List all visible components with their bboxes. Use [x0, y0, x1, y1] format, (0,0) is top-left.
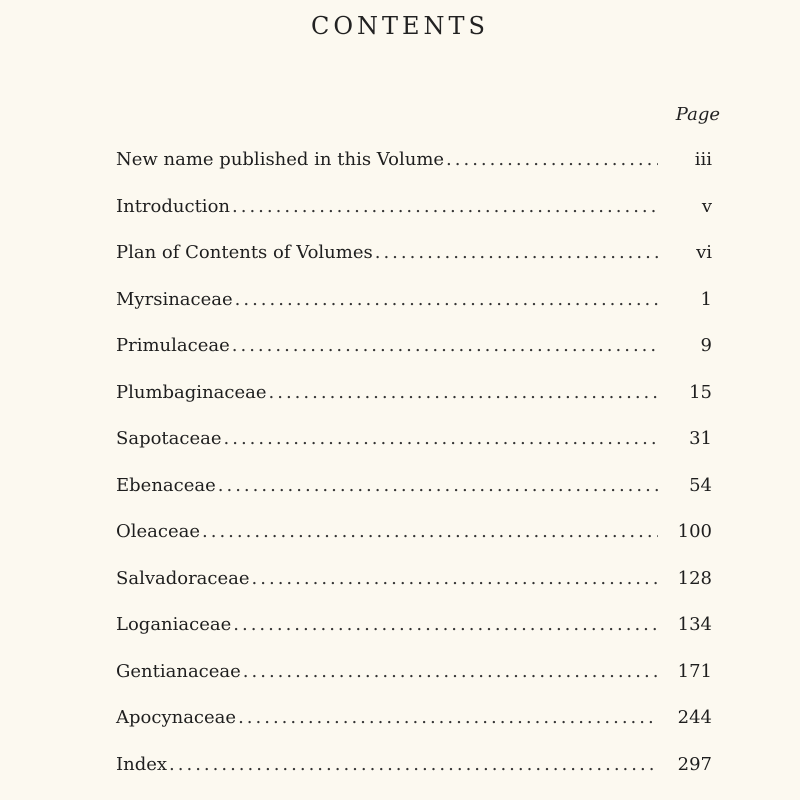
table-of-contents: [116, 146, 712, 797]
dot-leader: [446, 146, 658, 174]
toc-entry-page: iii: [694, 149, 712, 170]
page-column-label: Page: [675, 104, 720, 125]
toc-entry-label: New name published in this Volume: [116, 149, 445, 170]
toc-entry-page: 15: [689, 381, 712, 403]
toc-entry-page: 297: [677, 753, 712, 775]
toc-entry-new-name: [116, 146, 712, 193]
toc-entry-page: vi: [696, 242, 712, 263]
dot-leader: [224, 425, 658, 453]
contents-heading: CONTENTS: [310, 12, 489, 40]
toc-entry-salvadoraceae: [116, 565, 712, 612]
dot-leader: [269, 379, 658, 407]
toc-entry-page: 134: [677, 614, 712, 635]
toc-entry-introduction: [116, 193, 712, 240]
toc-entry-page: 1: [700, 288, 712, 310]
toc-entry-label: Oleaceae: [116, 521, 201, 542]
dot-leader: [252, 565, 658, 593]
toc-entry-label: Loganiaceae: [116, 614, 232, 635]
toc-entry-page: 31: [689, 428, 712, 449]
toc-entry-label: Primulaceae: [116, 335, 230, 356]
toc-entry-label: Sapotaceae: [116, 428, 222, 449]
toc-entry-primulaceae: [116, 332, 712, 379]
toc-entry-page: 100: [677, 521, 712, 542]
toc-entry-page: 128: [677, 567, 712, 589]
toc-entry-label: Salvadoraceae: [116, 567, 250, 589]
toc-entry-apocynaceae: [116, 704, 712, 751]
toc-entry-page: 171: [677, 660, 712, 682]
dot-leader: [169, 751, 658, 779]
toc-entry-label: Introduction: [116, 195, 230, 217]
toc-entry-label: Ebenaceae: [116, 474, 216, 496]
toc-entry-label: Plan of Contents of Volumes: [116, 242, 373, 263]
toc-entry-label: Gentianaceae: [116, 660, 241, 682]
dot-leader: [375, 239, 658, 267]
toc-entry-loganiaceae: [116, 611, 712, 658]
toc-entry-sapotaceae: [116, 425, 712, 472]
toc-entry-plumbaginaceae: [116, 379, 712, 426]
toc-entry-page: 9: [700, 335, 712, 356]
toc-entry-ebenaceae: [116, 472, 712, 519]
dot-leader: [232, 332, 658, 360]
toc-entry-plan-of-contents: [116, 239, 712, 286]
toc-entry-page: 54: [689, 474, 712, 496]
dot-leader: [243, 658, 658, 686]
dot-leader: [238, 704, 658, 732]
toc-entry-gentianaceae: [116, 658, 712, 705]
toc-entry-oleaceae: [116, 518, 712, 565]
dot-leader: [218, 472, 658, 500]
toc-entry-page: 244: [677, 707, 712, 728]
toc-entry-label: Index: [116, 753, 168, 775]
toc-entry-label: Apocynaceae: [116, 707, 237, 728]
dot-leader: [202, 518, 658, 546]
dot-leader: [233, 611, 658, 639]
toc-entry-index: [116, 751, 712, 798]
dot-leader: [235, 286, 658, 314]
toc-entry-myrsinaceae: [116, 286, 712, 333]
dot-leader: [232, 193, 658, 221]
toc-entry-label: Plumbaginaceae: [116, 381, 267, 403]
toc-entry-page: v: [701, 195, 712, 217]
toc-entry-label: Myrsinaceae: [116, 288, 233, 310]
